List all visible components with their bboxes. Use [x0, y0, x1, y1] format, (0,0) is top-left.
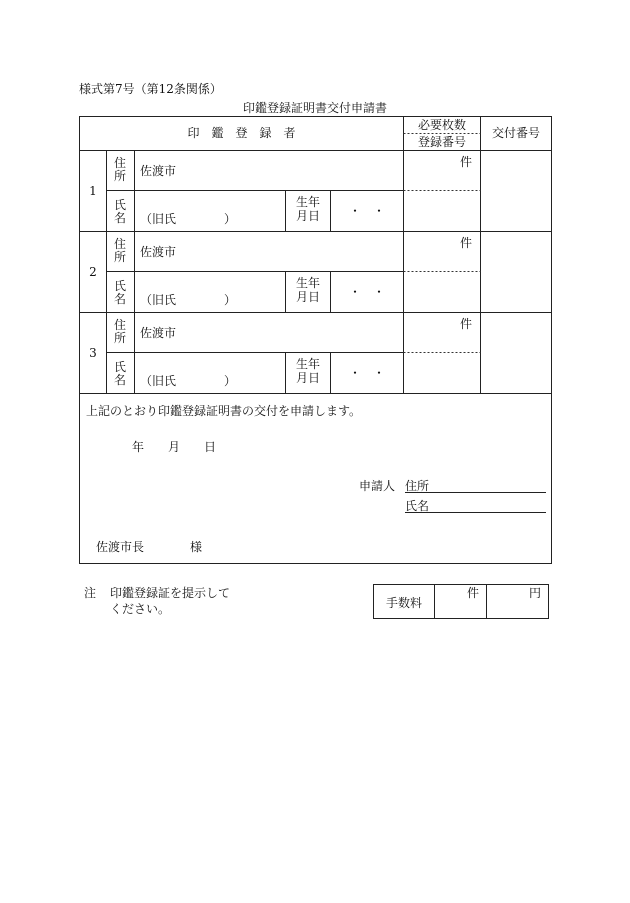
name-label: 氏 名 — [113, 360, 126, 387]
address-label: 住 所 — [113, 237, 126, 264]
row-number: 1 — [89, 184, 97, 198]
address-value: 佐渡市 — [140, 245, 177, 259]
name-label: 氏 名 — [113, 279, 126, 306]
old-name: （旧氏 ） — [140, 374, 237, 388]
name-label: 氏 名 — [113, 198, 126, 225]
header-required-count: 必要枚数 — [417, 118, 466, 132]
applicant-name-label: 氏名 — [405, 499, 430, 513]
address-label: 住 所 — [113, 156, 126, 183]
header-issue-number: 交付番号 — [491, 126, 540, 140]
address-value: 佐渡市 — [140, 326, 177, 340]
header-reg-number: 登録番号 — [417, 135, 466, 149]
note-line-1: 印鑑登録証を提示して — [110, 586, 231, 600]
birth-date-dots: ・ ・ — [348, 204, 385, 218]
fee-yen-unit: 円 — [528, 586, 541, 600]
old-name: （旧氏 ） — [140, 293, 237, 307]
birth-label: 生年 月日 — [295, 276, 320, 304]
row-number: 3 — [89, 346, 97, 360]
applicant-address-label: 住所 — [405, 479, 430, 493]
mayor-addressee: 佐渡市長 — [96, 540, 145, 554]
old-name: （旧氏 ） — [140, 212, 237, 226]
applicant-label: 申請人 — [359, 479, 396, 493]
honorific: 様 — [190, 540, 203, 554]
fee-count-unit: 件 — [466, 586, 479, 600]
birth-date-dots: ・ ・ — [348, 366, 385, 380]
note-line-2: ください。 — [110, 602, 171, 616]
form-number: 様式第7号（第12条関係） — [79, 82, 222, 96]
count-unit: 件 — [459, 317, 472, 331]
birth-label: 生年 月日 — [295, 195, 320, 223]
address-label: 住 所 — [113, 318, 126, 345]
fee-label: 手数料 — [385, 596, 422, 610]
birth-label: 生年 月日 — [295, 357, 320, 385]
note-label: 注 — [84, 586, 97, 600]
form-title: 印鑑登録証明書交付申請書 — [242, 101, 387, 115]
row-number: 2 — [89, 265, 97, 279]
count-unit: 件 — [459, 155, 472, 169]
count-unit: 件 — [459, 236, 472, 250]
birth-date-dots: ・ ・ — [348, 285, 385, 299]
date-line: 年 月 日 — [132, 440, 217, 454]
header-registrant: 印 鑑 登 録 者 — [187, 126, 296, 140]
application-statement: 上記のとおり印鑑登録証明書の交付を申請します。 — [86, 404, 362, 418]
address-value: 佐渡市 — [140, 164, 177, 178]
